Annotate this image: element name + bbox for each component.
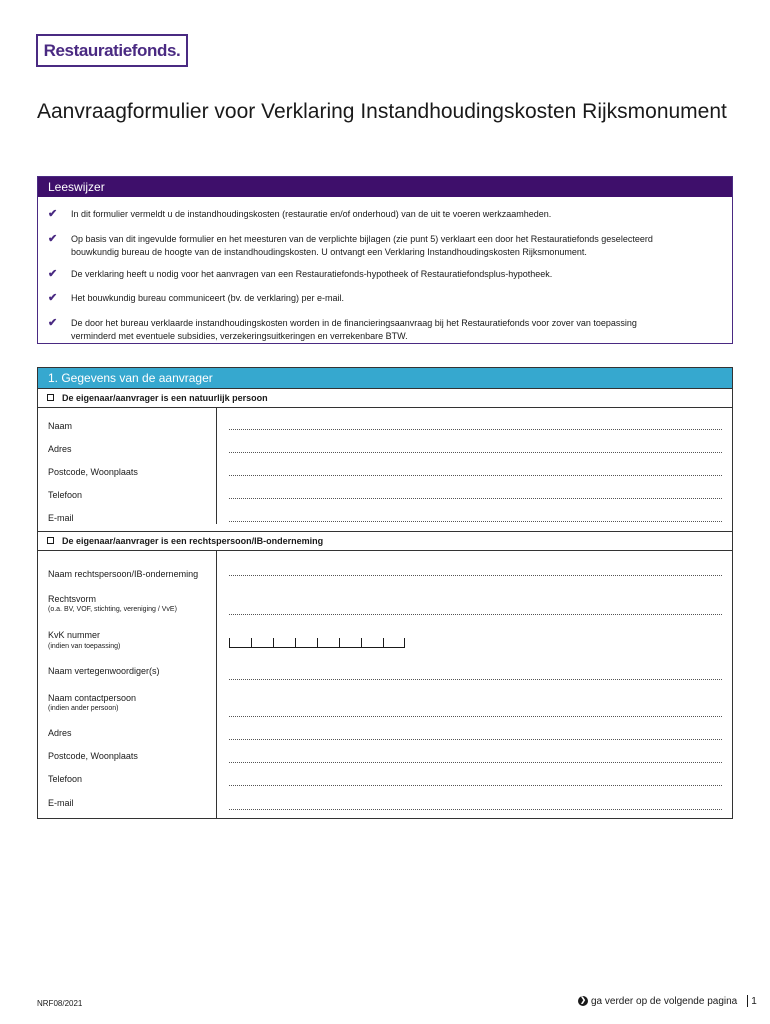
guide-item-text: bouwkundig bureau de hoogte van de instandhoudingskosten. U ontvangt een Verklaring Instandhoudingskosten Rijksmonument. — [71, 246, 587, 257]
kvk-tick — [361, 638, 362, 647]
naam-input[interactable] — [229, 429, 722, 430]
guide-item-text: In dit formulier vermeldt u de instandhoudingskosten (restauratie en/of onderhoud) van de uit te voeren werkzaamheden. — [71, 209, 552, 219]
email-input[interactable] — [229, 809, 722, 810]
field-label-postcode: Postcode, Woonplaats — [48, 751, 138, 761]
kvk-tick — [317, 638, 318, 647]
field-label-adres: Adres — [48, 728, 72, 738]
guide-item — [48, 268, 721, 281]
kvk-tick — [404, 638, 405, 647]
arrow-circle-right-icon: ❯ — [578, 996, 588, 1006]
checkbox-icon[interactable] — [47, 394, 54, 401]
kvk-tick — [383, 638, 384, 647]
reading-guide-title: Leeswijzer — [38, 177, 732, 197]
postcode-input[interactable] — [229, 762, 722, 763]
kvk-tick — [229, 638, 230, 647]
vertegenwoordiger-input[interactable] — [229, 679, 722, 680]
adres-input[interactable] — [229, 452, 722, 453]
column-divider — [216, 551, 217, 818]
guide-item-text: De door het bureau verklaarde instandhoudingskosten worden in de financieringsaanvraag bij het Restauratiefonds voor zover van toepassing — [71, 318, 637, 328]
applicant-section — [37, 367, 733, 819]
natural-person-option[interactable] — [38, 388, 732, 408]
guide-item — [48, 233, 721, 258]
section-title: 1. Gegevens van de aanvrager — [38, 368, 732, 388]
check-icon: ✔ — [48, 233, 58, 245]
kvk-tick — [251, 638, 252, 647]
field-hint-rechtsvorm: (o.a. BV, VOF, stichting, vereniging / VvE) — [48, 606, 177, 613]
field-label-rechtsvorm: Rechtsvorm — [48, 594, 97, 604]
natural-person-label: De eigenaar/aanvrager is een natuurlijk persoon — [62, 393, 268, 403]
check-icon: ✔ — [48, 292, 58, 304]
adres-input[interactable] — [229, 739, 722, 740]
guide-item-text: Op basis van dit ingevulde formulier en het meesturen van de verplichte bijlagen (zie punt 5) verklaart een door het Restauratiefonds geselecteerd — [71, 234, 653, 244]
kvk-tick — [295, 638, 296, 647]
field-label-postcode: Postcode, Woonplaats — [48, 467, 138, 477]
postcode-input[interactable] — [229, 475, 722, 476]
document-title: Aanvraagformulier voor Verklaring Instandhoudingskosten Rijksmonument — [37, 100, 727, 123]
page-separator — [747, 995, 748, 1007]
guide-item — [48, 317, 721, 342]
rechtspersoon-input[interactable] — [229, 575, 722, 576]
kvk-tick — [273, 638, 274, 647]
guide-item-text: verminderd met eventuele subsidies, verzekeringsuitkeringen en verrekenbare BTW. — [71, 330, 408, 341]
field-label-email: E-mail — [48, 513, 74, 523]
check-icon: ✔ — [48, 208, 58, 220]
guide-item — [48, 292, 721, 305]
field-label-telefoon: Telefoon — [48, 774, 83, 784]
field-label-naam: Naam — [48, 421, 73, 431]
next-page-text: ga verder op de volgende pagina — [591, 995, 738, 1007]
next-page-note — [578, 995, 757, 1007]
field-label-vertegenwoordiger: Naam vertegenwoordiger(s) — [48, 666, 160, 676]
legal-person-option[interactable] — [38, 531, 732, 551]
check-icon: ✔ — [48, 268, 58, 280]
restauratiefonds-logo — [36, 34, 188, 67]
field-label-telefoon: Telefoon — [48, 490, 83, 500]
field-label-adres: Adres — [48, 444, 72, 454]
contactpersoon-input[interactable] — [229, 716, 722, 717]
field-label-email: E-mail — [48, 798, 74, 808]
email-input[interactable] — [229, 521, 722, 522]
guide-item — [48, 208, 721, 221]
column-divider — [216, 408, 217, 524]
reading-guide — [37, 176, 733, 344]
legal-person-label: De eigenaar/aanvrager is een rechtspersoon/IB-onderneming — [62, 536, 324, 546]
field-label-contactpersoon: Naam contactpersoon — [48, 693, 137, 703]
telefoon-input[interactable] — [229, 785, 722, 786]
rechtsvorm-input[interactable] — [229, 614, 722, 615]
guide-item-text: De verklaring heeft u nodig voor het aanvragen van een Restauratiefonds-hypotheek of Restauratiefondsplus-hypotheek. — [71, 269, 553, 279]
field-label-rechtspersoon: Naam rechtspersoon/IB-onderneming — [48, 569, 199, 579]
kvk-number-boxes[interactable] — [229, 639, 405, 648]
checkbox-icon[interactable] — [47, 537, 54, 544]
page-number: 1 — [751, 995, 757, 1007]
form-code: NRF08/2021 — [37, 999, 83, 1008]
telefoon-input[interactable] — [229, 498, 722, 499]
field-hint-kvk: (indien van toepassing) — [48, 643, 121, 650]
logo-text: Restauratiefonds. — [43, 40, 181, 60]
field-hint-contactpersoon: (indien ander persoon) — [48, 705, 119, 712]
kvk-tick — [339, 638, 340, 647]
field-label-kvk: KvK nummer — [48, 630, 101, 640]
guide-item-text: Het bouwkundig bureau communiceert (bv. de verklaring) per e-mail. — [71, 293, 344, 303]
check-icon: ✔ — [48, 317, 58, 329]
